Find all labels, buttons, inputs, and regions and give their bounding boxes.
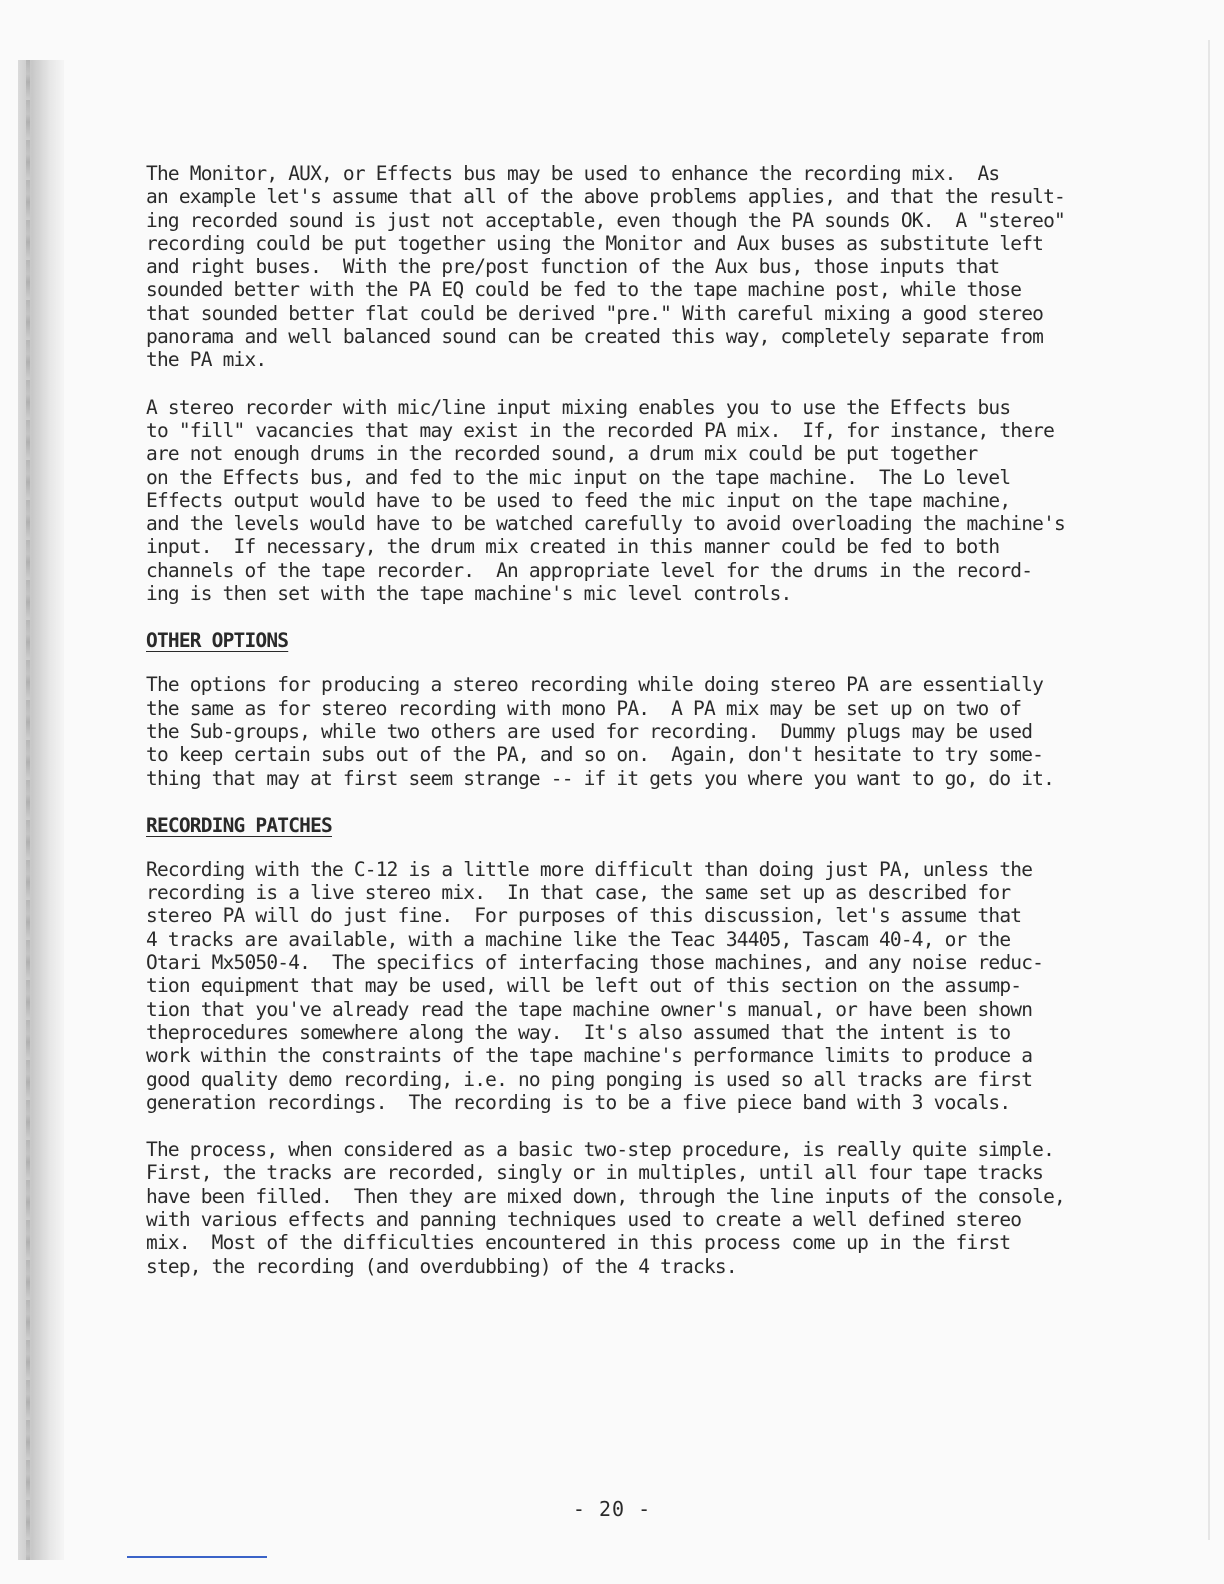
binding-shadow xyxy=(18,60,64,1560)
paragraph-process: The process, when considered as a basic two-step procedure, is really quite simple. First, the tracks are recorded, singly or in multiples, until all four tape tracks have been filled. Then they are mixed down, through the line inputs of the console, with various effects and panning techniques used to create a well defined stereo mix. Most of the difficulties encountered in this process come up in the first step, the recording (and overdubbing) of the 4 tracks. xyxy=(146,1138,1065,1278)
footer-rule xyxy=(127,1556,267,1558)
paragraph-recording-c12: Recording with the C-12 is a little more difficult than doing just PA, unless the recording is a live stereo mix. In that case, the same set up as described for stereo PA will do just fine. For purposes of this discussion, let's assume that 4 tracks are available, with a machine like the Teac 34405, Tascam 40-4, or the Otari Mx5050-4. The specifics of interfacing those machines, and any noise reduc- tion equipment that may be used, will be left out of this section on the assump- tion that you've already read the tape machine owner's manual, or have been shown theprocedures somewhere along the way. It's also assumed that the intent is to work within the constraints of the tape machine's performance limits to produce a good quality demo recording, i.e. no ping ponging is used so all tracks are first generation recordings. The recording is to be a five piece band with 3 vocals. xyxy=(146,857,1044,1114)
paragraph-other-options: The options for producing a stereo recording while doing stereo PA are essentially the same as for stereo recording with mono PA. A PA mix may be set up on two of the Sub-groups, while two others are used for recording. Dummy plugs may be used to keep certain subs out of the PA, and so on. Again, don't hesitate to try some- thing that may at first seem strange -- if it gets you where you want to go, do it. xyxy=(146,673,1055,790)
heading-other-options: OTHER OPTIONS xyxy=(146,629,289,653)
document-body xyxy=(146,162,1136,1278)
page-number: - 20 - xyxy=(572,1497,652,1521)
paragraph-monitor-aux-effects: The Monitor, AUX, or Effects bus may be used to enhance the recording mix. As an example let's assume that all of the above problems applies, and that the result- ing recorded sound is just not acceptable, even though the PA sounds OK. A "stereo" recording could be put together using the Monitor and Aux buses as substitute left and right buses. With the pre/post function of the Aux bus, those inputs that sounded better with the PA EQ could be fed to the tape machine post, while those that sounded better flat could be derived "pre." With careful mixing a good stereo panorama and well balanced sound can be created this way, completely separate from the PA mix. xyxy=(146,162,1065,372)
heading-recording-patches: RECORDING PATCHES xyxy=(146,813,332,837)
page-edge xyxy=(1208,40,1210,1540)
paragraph-stereo-recorder: A stereo recorder with mic/line input mixing enables you to use the Effects bus to "fill" vacancies that may exist in the recorded PA mix. If, for instance, there are not enough drums in the recorded sound, a drum mix could be put together on the Effects bus, and fed to the mic input on the tape machine. The Lo level Effects output would have to be used to feed the mic input on the tape machine, and the levels would have to be watched carefully to avoid overloading the machine's input. If necessary, the drum mix created in this manner could be fed to both channels of the tape recorder. An appropriate level for the drums in the record- ing is then set with the tape machine's mic level controls. xyxy=(146,395,1065,606)
